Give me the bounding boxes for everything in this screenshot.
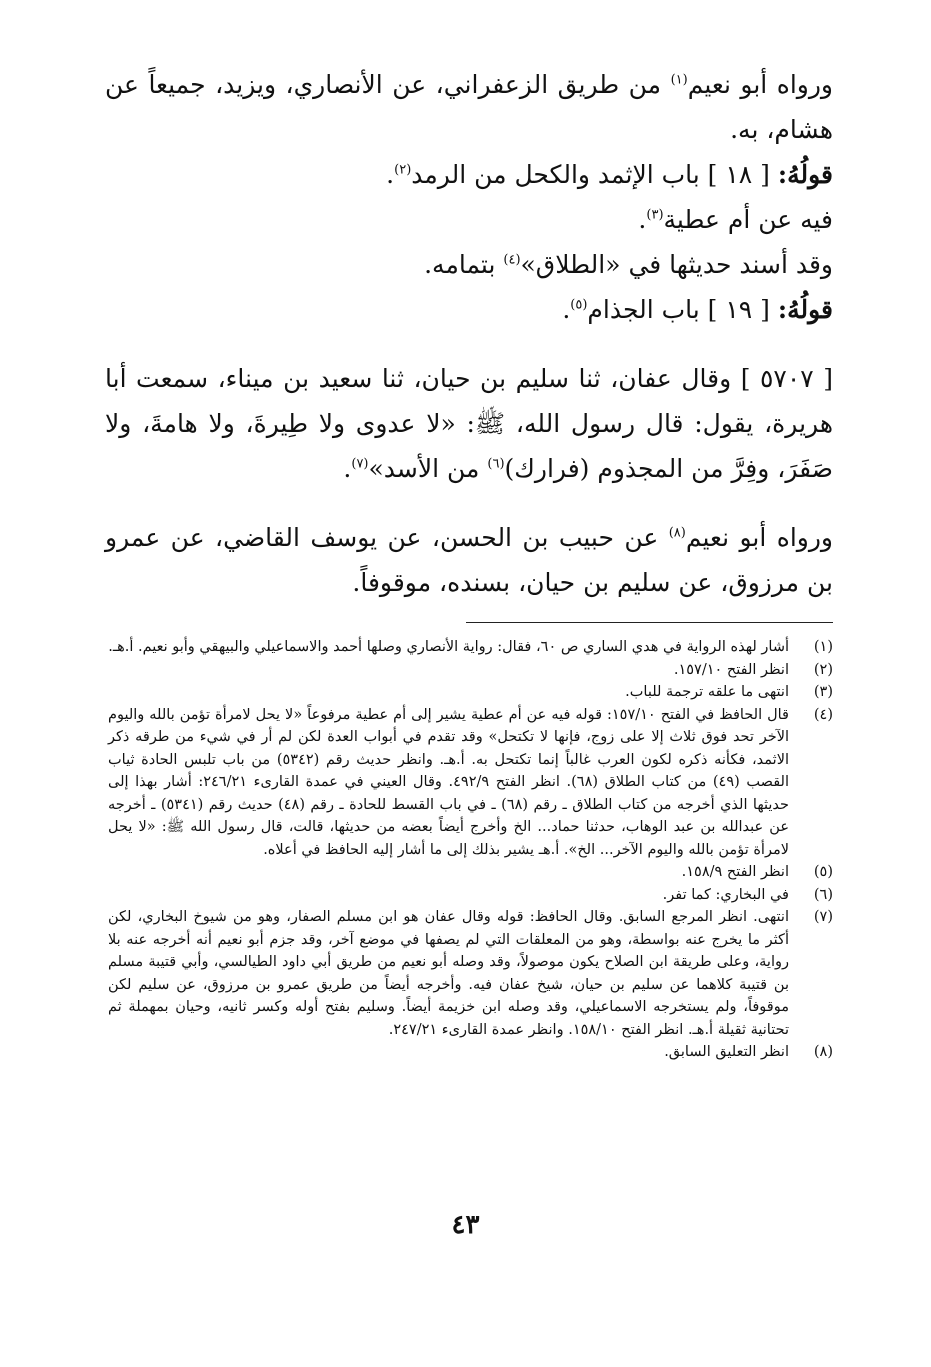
- footnote-6: [108, 884, 833, 907]
- footnote-ref-8[interactable]: (٨): [668, 525, 686, 541]
- footnote-ref-5[interactable]: (٥): [570, 297, 588, 313]
- footnotes: [108, 636, 833, 1064]
- footnote-text: انظر الفتح ١٥٧/١٠.: [673, 661, 789, 678]
- paragraph-umm-atiyya: فيه عن أم عطية$^{(٣)}$.: [638, 205, 833, 234]
- footnote-text: قال الحافظ في الفتح ١٥٧/١٠: قوله فيه عن أم عطية يشير إلى أم عطية مرفوعاً «لا يحل لامرأة تؤمن بالله واليوم الآخر تحد فوق ثلاث إلا على زوج، فإنها لا تكتحل» وقد تقدم في أبواب العدة لكن لم أر في شيء من طرقه ذكر الاثمد، فكأنه ذكره لكون العرب غالباً إنما تكتحل به. أ.هـ. وانظر حديث رقم (٥٣٤٢) من باب تلبس الحادة ثياب القصب (٤٩) من كتاب الطلاق (٦٨). انظر الفتح ٤٩٢/٩. وقال العيني في عمدة القارىء ٢٤٦/٢١: أشار بهذا إلى حديثها الذي أخرجه من كتاب الطلاق ـ رقم (٦٨) ـ في باب القسط للحادة ـ رقم (٤٨) حديث رقم (٥٣٤١) ـ أخرجه عن عبدالله بن عبد الوهاب، حدثنا حماد... الخ وأخرج أيضاً بعضه من حديثها، قالت، قال رسول الله ﷺ: «لا يحل لامرأة تؤمن بالله واليوم الآخر... الخ». أ.هـ يشير بذلك إلى ما أشار إليه الحافظ في أعلاه.: [108, 706, 790, 858]
- footnote-text: انتهى ما علقه ترجمة للباب.: [625, 684, 789, 700]
- footnote-number: (٦): [813, 886, 833, 903]
- hadith-5707: [ ٥٧٠٧ ] وقال عفان، ثنا سليم بن حيان، ثنا سعيد بن ميناء، سمعت أبا هريرة، يقول: قال رسول الله، ﷺ: «لا عدوى ولا طِيرةَ، ولا هامةَ، ولا صَفَرَ، وفِرَّ من المجذوم (فرارك)$^{(٦)}$ من الأسد»$^{(٧)}$.: [105, 364, 833, 483]
- footnote-text: انظر الفتح ١٥٨/٩.: [681, 864, 789, 880]
- main-text: [105, 62, 833, 605]
- chapter-heading-19: قولُهُ: [ ١٩ ] باب الجذام$^{(٥)}$.: [562, 295, 833, 324]
- spacer: [105, 491, 833, 515]
- footnote-8: [108, 1041, 833, 1064]
- footnote-1: [108, 636, 833, 659]
- footnote-ref-6[interactable]: (٦): [487, 456, 505, 472]
- footnote-text: أشار لهذه الرواية في هدي الساري ص ٦٠، فقال: رواية الأنصاري وصلها أحمد والاسماعيلي والبيهقي وأبو نعيم. أ.هـ.: [108, 639, 789, 655]
- footnote-number: (٤): [813, 706, 833, 723]
- spacer: [105, 332, 833, 356]
- footnote-2: [108, 659, 833, 682]
- footnote-number: (١): [813, 639, 833, 655]
- footnote-text: انتهى. انظر المرجع السابق. وقال الحافظ: قوله وقال عفان هو ابن مسلم الصفار، وهو من شيوخ البخاري، لكن أكثر ما يخرج عنه بواسطة، وهو من المعلقات التي لم يصفها في موضع آخر، وقد جزم أبو نعيم أنه أخرجه عنه بلا رواية، وعلى طريقة ابن الصلاح يكون موصولاً، وقد وصله أبو نعيم من طريق أبي داود الطيالسي، وأبي قتيبة مسلم بن قتيبة كلاهما عن سليم بن حيان، شيخ عفان فيه. وأخرجه أيضاً من طريق عمرو بن مرزوق، عن سليم لكن موقوفاً، ولم يستخرجه الاسماعيلي، وقد وصله ابن خزيمة أيضاً. وسليم بفتح أوله وكسر ثانيه، وحيان بمهملة ثم تحتانية ثقيلة أ.هـ. انظر الفتح ١٥٨/١٠. وانظر عمدة القارىء ٢٤٧/٢١.: [108, 909, 789, 1038]
- paragraph-abu-nuaym-1: ورواه أبو نعيم$^{(١)}$ من طريق الزعفراني، عن الأنصاري، ويزيد، جميعاً عن هشام، به.: [105, 70, 833, 144]
- footnote-number: (٥): [813, 864, 833, 880]
- footnote-number: (٣): [813, 684, 833, 700]
- footnote-number: (٢): [813, 661, 833, 678]
- footnote-text: انظر التعليق السابق.: [664, 1044, 789, 1060]
- footnote-ref-2[interactable]: (٢): [394, 162, 412, 178]
- footnote-ref-1[interactable]: (١): [670, 72, 688, 88]
- footnote-ref-7[interactable]: (٧): [351, 456, 369, 472]
- footnote-7: [108, 906, 833, 1041]
- chapter-heading-18: قولُهُ: [ ١٨ ] باب الإثمد والكحل من الرمد$^{(٢)}$.: [386, 160, 833, 189]
- footnote-4: [108, 704, 833, 862]
- paragraph-talaq: وقد أسند حديثها في «الطلاق»$^{(٤)}$ بتمامه.: [424, 250, 833, 279]
- footnote-number: (٧): [813, 909, 833, 925]
- paragraph-abu-nuaym-2: ورواه أبو نعيم$^{(٨)}$ عن حبيب بن الحسن، عن يوسف القاضي، عن عمرو بن مرزوق، عن سليم بن حيان، بسنده، موقوفاً.: [105, 523, 833, 597]
- footnote-3: [108, 681, 833, 704]
- footnote-ref-4[interactable]: (٤): [503, 252, 521, 268]
- footnote-text: في البخاري: كما تفر.: [662, 886, 789, 903]
- footnote-divider: [466, 622, 833, 623]
- footnote-number: (٨): [813, 1044, 833, 1060]
- footnote-5: [108, 861, 833, 884]
- footnote-ref-3[interactable]: (٣): [646, 207, 664, 223]
- page-number: ٤٣: [451, 1210, 480, 1240]
